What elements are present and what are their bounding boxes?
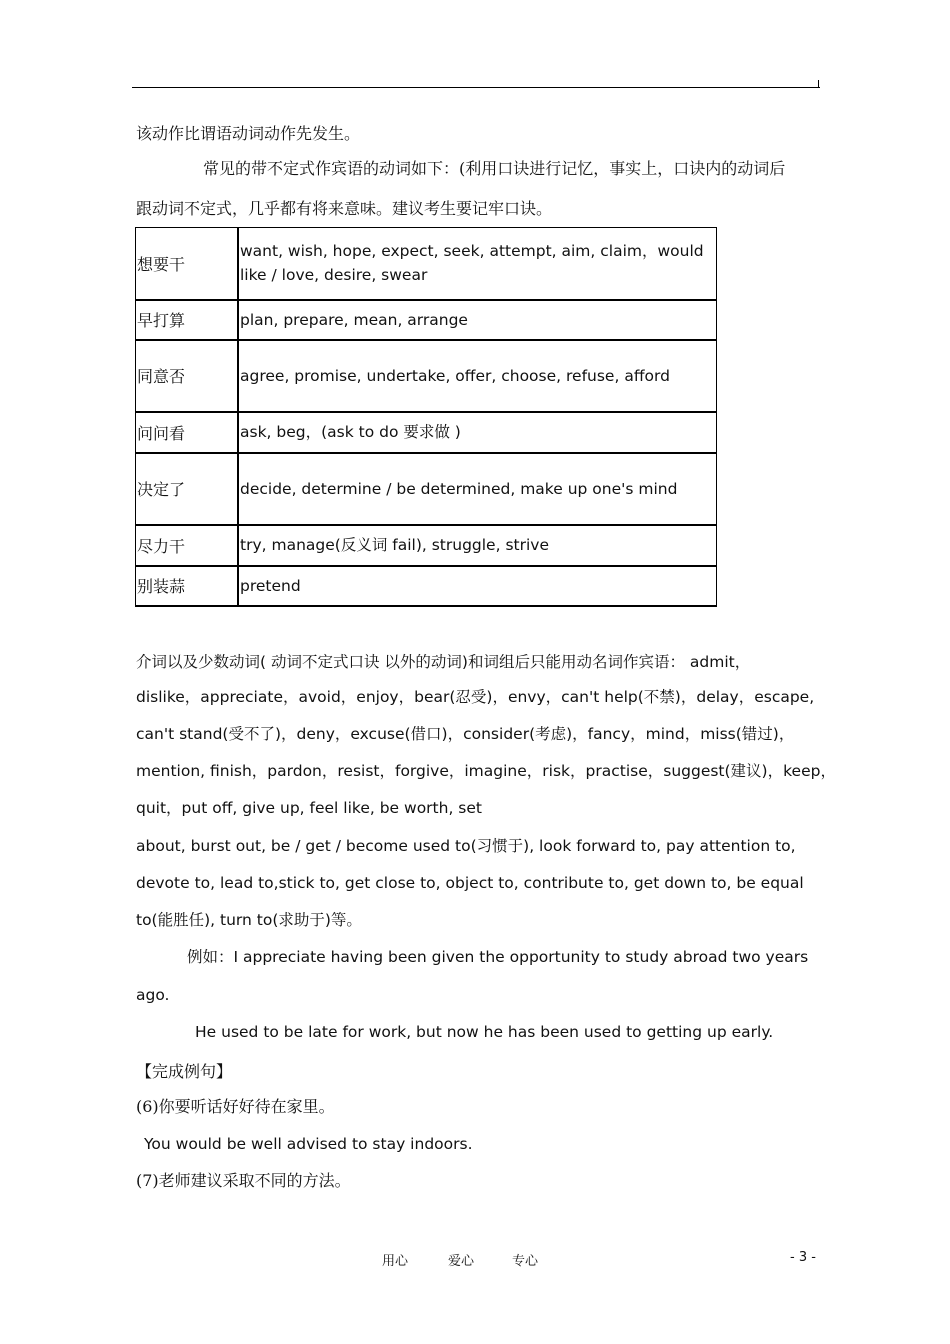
page-number: - 3 - [790, 1250, 816, 1265]
intro-line-3: 跟动词不定式，几乎都有将来意味。建议考生要记牢口诀。 [136, 199, 553, 218]
table-row [136, 228, 717, 300]
intro-line-2: 常见的带不定式作宾语的动词如下：(利用口诀进行记忆，事实上，口诀内的动词后 [203, 159, 786, 178]
table-row-words: decide, determine / be determined, make up one's mind [238, 453, 717, 525]
footer-item: 用心 [382, 1254, 409, 1269]
example-line-3: He used to be late for work, but now he has been used to getting up early. [195, 1023, 774, 1041]
table-row-words: try, manage(反义词 fail), struggle, strive [238, 525, 717, 566]
table-row [136, 453, 717, 525]
table-row [136, 300, 717, 340]
table-row-label: 早打算 [136, 300, 239, 340]
gerund-line-2: dislike，appreciate，avoid，enjoy，bear(忍受)，envy，can't help(不禁)，delay，escape, [136, 688, 815, 706]
table-row [136, 412, 717, 453]
table-row-words: want, wish, hope, expect, seek, attempt, aim, claim，would like / love, desire, swear [238, 228, 717, 300]
table-row-label: 尽力干 [136, 525, 239, 566]
gerund-line-3: can't stand(受不了)，deny，excuse(借口)，consider(考虑)，fancy，mind，miss(错过)， [136, 725, 795, 743]
gerund-line-5: quit，put off, give up, feel like, be worth, set [136, 799, 482, 817]
table-row [136, 525, 717, 566]
verb-table [135, 227, 717, 607]
table-row-label: 决定了 [136, 453, 239, 525]
gerund-line-4: mention, finish，pardon，resist，forgive，imagine，risk，practise，suggest(建议)，keep， [136, 762, 836, 780]
header-rule [132, 87, 820, 88]
exercise-question-6: (6)你要听话好好待在家里。 [136, 1097, 335, 1116]
table-row-label: 想要干 [136, 228, 239, 300]
table-row [136, 566, 717, 606]
exercise-answer-6: You would be well advised to stay indoors. [144, 1135, 473, 1153]
gerund-line-8: to(能胜任), turn to(求助于)等。 [136, 911, 362, 929]
table-row [136, 340, 717, 412]
table-row-label: 同意否 [136, 340, 239, 412]
example-line-2: ago. [136, 986, 170, 1004]
header-rule-tick [818, 80, 819, 88]
gerund-line-6: about, burst out, be / get / become used to(习惯于), look forward to, pay attention to, [136, 837, 796, 855]
table-row-words: ask, beg，(ask to do 要求做 ) [238, 412, 717, 453]
table-row-words: pretend [238, 566, 717, 606]
intro-line-1: 该动作比谓语动词动作先发生。 [136, 124, 361, 143]
example-line-1: 例如：I appreciate having been given the opportunity to study abroad two years [187, 948, 809, 966]
footer-item: 爱心 [448, 1254, 475, 1269]
table-row-label: 问问看 [136, 412, 239, 453]
table-row-words: agree, promise, undertake, offer, choose, refuse, afford [238, 340, 717, 412]
table-row-label: 别装蒜 [136, 566, 239, 606]
exercise-question-7: (7)老师建议采取不同的方法。 [136, 1171, 351, 1190]
exercise-heading: 【完成例句】 [136, 1062, 233, 1081]
gerund-line-1: 介词以及少数动词( 动词不定式口诀 以外的动词)和词组后只能用动名词作宾语： admit， [136, 653, 751, 671]
footer-item: 专心 [512, 1254, 539, 1269]
table-row-words: plan, prepare, mean, arrange [238, 300, 717, 340]
gerund-line-7: devote to, lead to,stick to, get close to, object to, contribute to, get down to, be equal [136, 874, 804, 892]
